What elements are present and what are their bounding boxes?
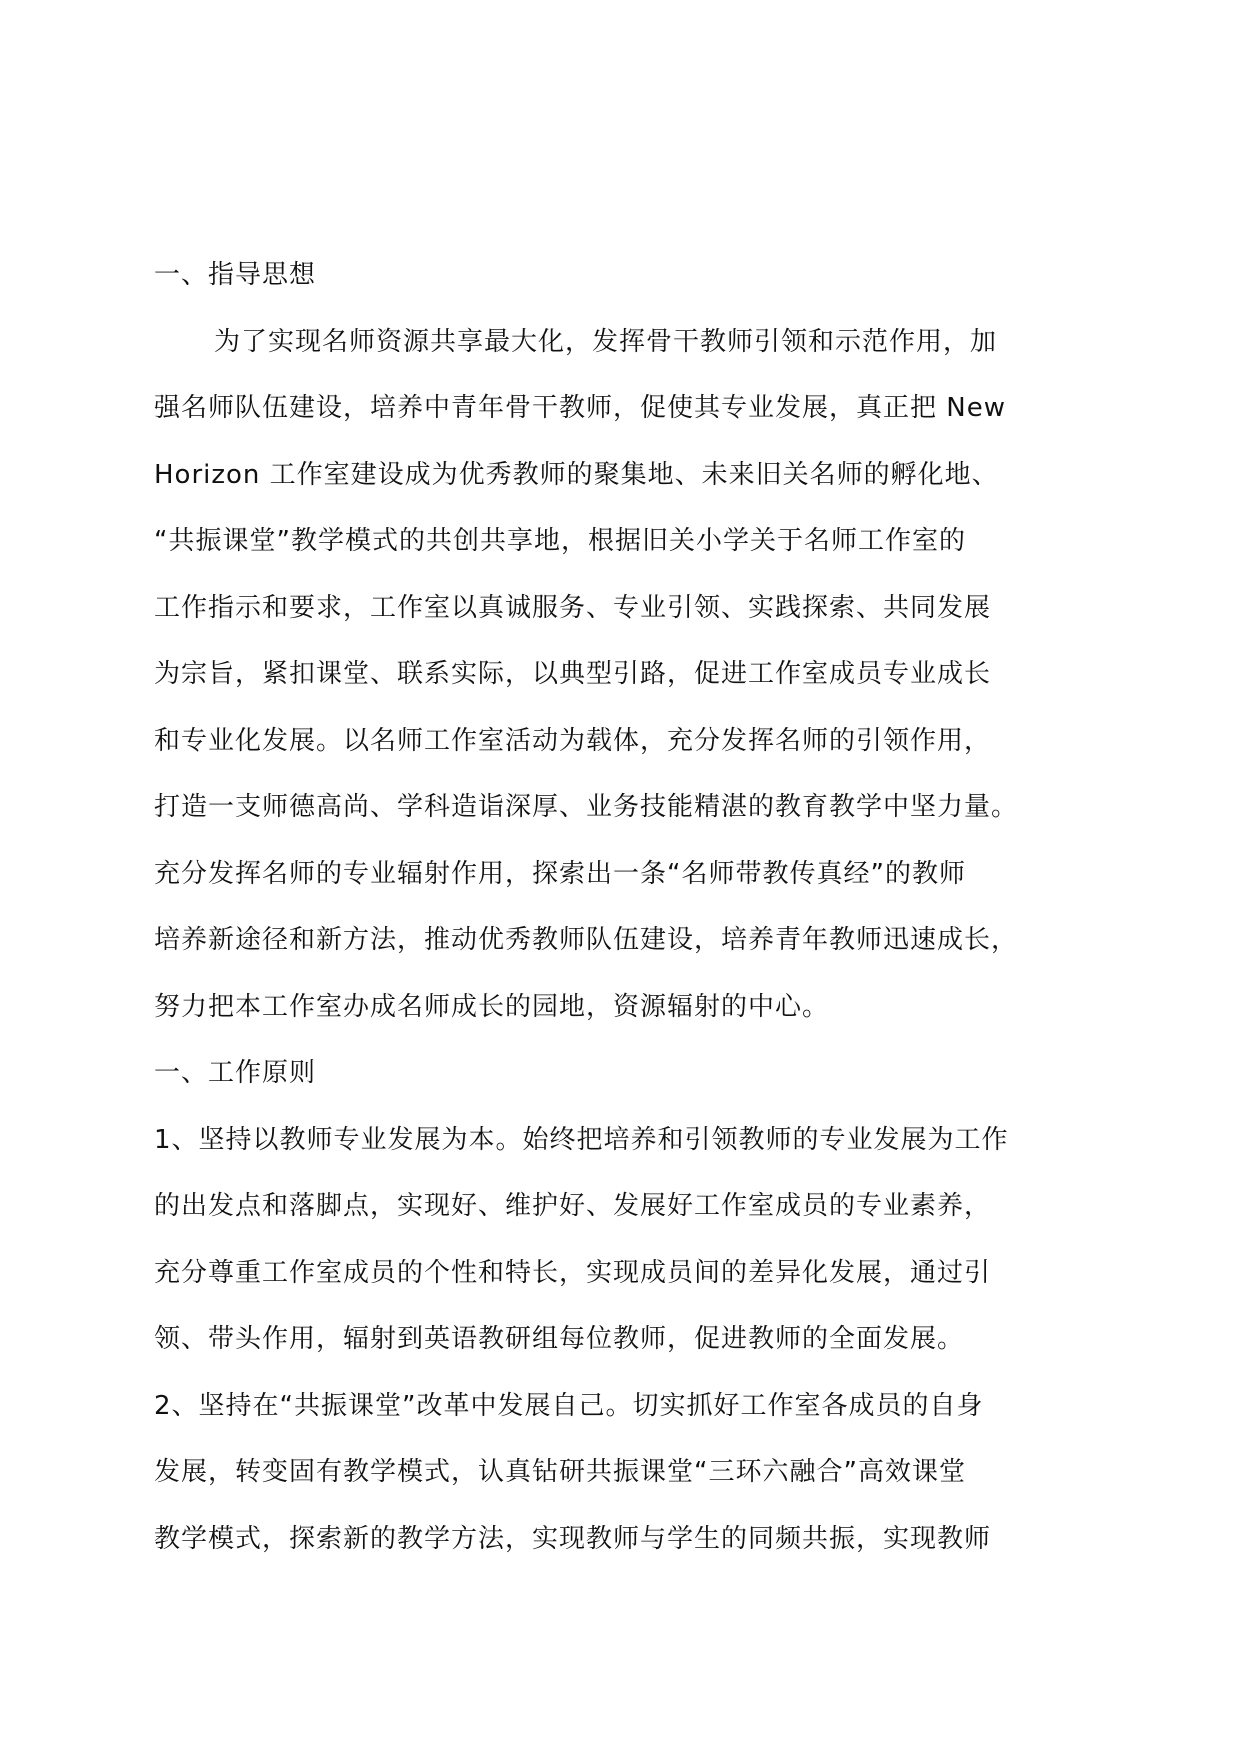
paragraph-line: 强名师队伍建设，培养中青年骨干教师，促使其专业发展，真正把 New — [154, 393, 1006, 423]
paragraph-line: 打造一支师德高尚、学科造诣深厚、业务技能精湛的教育教学中坚力量。 — [154, 792, 1019, 822]
paragraph-line: 工作指示和要求，工作室以真诚服务、专业引领、实践探索、共同发展 — [154, 592, 992, 623]
document-body — [154, 253, 1090, 1583]
paragraph-line: 充分发挥名师的专业辐射作用，探索出一条“名师带教传真经”的教师 — [154, 858, 966, 889]
paragraph-line: 为宗旨，紧扣课堂、联系实际，以典型引路，促进工作室成员专业成长 — [154, 659, 992, 689]
section-heading-work-principles: 一、工作原则 — [154, 1058, 317, 1088]
section-heading-guiding-ideology: 一、指导思想 — [154, 260, 317, 290]
principle-1-line: 1、坚持以教师专业发展为本。始终把培养和引领教师的专业发展为工作 — [154, 1124, 1009, 1155]
paragraph-line: 和专业化发展。以名师工作室活动为载体，充分发挥名师的引领作用， — [154, 725, 992, 756]
paragraph-line: 培养新途径和新方法，推动优秀教师队伍建设，培养青年教师迅速成长， — [154, 925, 1019, 955]
paragraph-line: “共振课堂”教学模式的共创共享地，根据旧关小学关于名师工作室的 — [154, 526, 966, 556]
paragraph-line: 努力把本工作室办成名师成长的园地，资源辐射的中心。 — [154, 991, 830, 1022]
principle-2-line: 2、坚持在“共振课堂”改革中发展自己。切实抓好工作室各成员的自身 — [154, 1390, 984, 1421]
paragraph-line: 为了实现名师资源共享最大化，发挥骨干教师引领和示范作用，加 — [214, 326, 998, 357]
principle-1-line: 领、带头作用，辐射到英语教研组每位教师，促进教师的全面发展。 — [154, 1324, 965, 1354]
principle-1-line: 充分尊重工作室成员的个性和特长，实现成员间的差异化发展，通过引 — [154, 1257, 992, 1288]
paragraph-line: Horizon 工作室建设成为优秀教师的聚集地、未来旧关名师的孵化地、 — [154, 459, 999, 490]
principle-1-line: 的出发点和落脚点，实现好、维护好、发展好工作室成员的专业素养， — [154, 1191, 992, 1221]
principle-2-line: 教学模式，探索新的教学方法，实现教师与学生的同频共振，实现教师 — [154, 1523, 992, 1554]
principle-2-line: 发展，转变固有教学模式，认真钻研共振课堂“三环六融合”高效课堂 — [154, 1457, 966, 1487]
